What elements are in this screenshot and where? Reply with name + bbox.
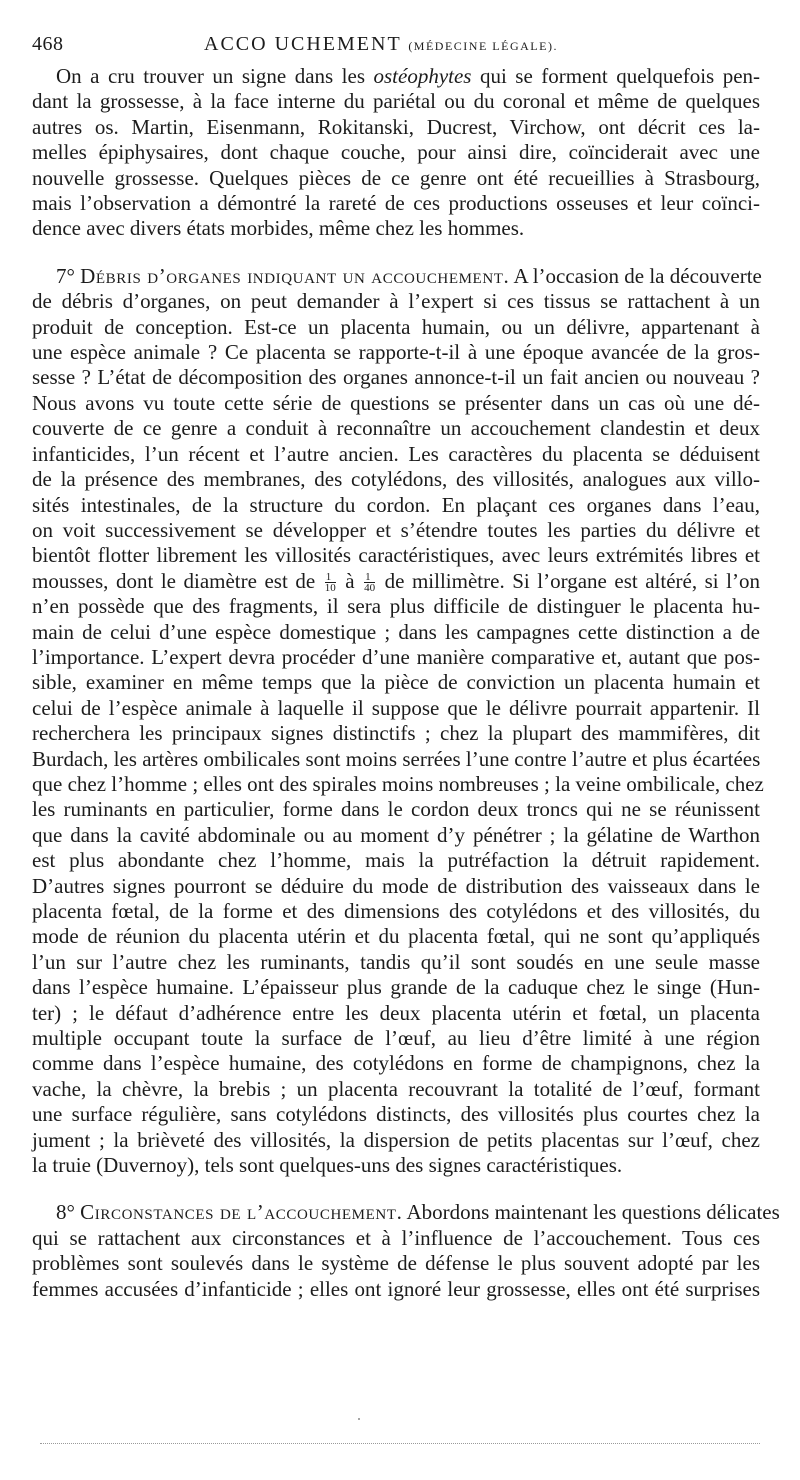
running-title-sub: (MÉDECINE LÉGALE). — [408, 39, 558, 53]
text-line: bientôt flotter librement les villosités caractéristiques, avec leurs extrémités libres et — [32, 543, 760, 568]
text-run: On a cru trouver un signe dans les — [56, 64, 374, 88]
text-line: D’autres signes pourront se déduire du mode de distribution des vaisseaux dans le — [32, 873, 760, 898]
fraction-numerator: 1 — [364, 572, 375, 583]
running-title-main: ACCO UCHEMENT — [204, 33, 402, 55]
text-line: dans l’espèce humaine. L’épaisseur plus grande de la caduque chez le singe (Hun- — [32, 975, 760, 1000]
text-line: une surface régulière, sans cotylédons distincts, des villosités plus courtes chez la — [32, 1102, 760, 1127]
fraction-numerator: 1 — [325, 572, 336, 583]
text-line: qui se rattachent aux circonstances et à l’influence de l’accouchement. Tous ces — [32, 1225, 760, 1250]
text-line: on voit successivement se développer et s’étendre toutes les parties du délivre et — [32, 517, 760, 542]
text-line: ter) ; le défaut d’adhérence entre les deux placenta utérin et fœtal, un placenta — [32, 1000, 760, 1025]
text-line: sesse ? L’état de décomposition des organes annonce-t-il un fait ancien ou nouveau ? — [32, 365, 760, 390]
page-number: 468 — [32, 33, 64, 55]
running-header — [32, 33, 760, 57]
text-run: qui se forment quelquefois pen- — [471, 64, 761, 88]
text-line: la truie (Duvernoy), tels sont quelques-uns des signes caractéristiques. — [32, 1153, 623, 1178]
paragraph-gap — [32, 242, 760, 264]
text-line: couverte de ce genre a conduit à reconnaître un accouchement clandestin et deux — [32, 416, 760, 441]
text-line: celui de l’espèce animale à laquelle il suppose que le délivre pourrait appartenir. Il — [32, 695, 760, 720]
text-run: à — [337, 568, 363, 593]
text-line: l’importance. L’expert devra procéder d’une manière comparative et, autant que pos- — [32, 644, 760, 669]
text-line: produit de conception. Est-ce un placenta humain, ou un délivre, appartenant à — [32, 314, 760, 339]
section-heading: Débris d’organes indiquant un accouchement. — [80, 263, 510, 288]
text-line — [32, 64, 760, 89]
paragraph-circonstances — [32, 1200, 780, 1302]
text-run: A l’occasion de la découverte — [509, 263, 762, 288]
running-title — [204, 33, 558, 56]
section-number: 8° — [56, 1200, 75, 1225]
bottom-dotted-rule — [40, 1443, 760, 1444]
paragraph-osteophytes — [32, 64, 760, 242]
text-line: sités intestinales, de la structure du cordon. En plaçant ces organes dans l’eau, — [32, 492, 760, 517]
text-line: main de celui d’une espèce domestique ; dans les campagnes cette distinction a de — [32, 619, 760, 644]
text-line: de la présence des membranes, des cotylédons, des villosités, analogues aux villo- — [32, 467, 760, 492]
text-line: autres os. Martin, Eisenmann, Rokitanski, Ducrest, Virchow, ont décrit ces la- — [32, 114, 760, 139]
text-line: l’un sur l’autre chez les ruminants, tandis qu’il sont soudés en une seule masse — [32, 949, 760, 974]
text-line: problèmes sont soulevés dans le système de défense le plus souvent adopté par les — [32, 1251, 760, 1276]
text-run: Abordons maintenant les questions délicates — [402, 1200, 780, 1225]
text-line: comme dans l’espèce humaine, des cotylédons en forme de champignons, chez la — [32, 1051, 760, 1076]
emphasis-term: ostéophytes — [373, 64, 472, 88]
text-line: de débris d’organes, on peut demander à l’expert si ces tissus se rattachent à un — [32, 289, 760, 314]
fraction-one-tenth — [325, 572, 336, 593]
text-line: infanticides, l’un récent et l’autre ancien. Les caractères du placenta se déduisent — [32, 441, 760, 466]
text-line: nouvelle grossesse. Quelques pièces de ce genre ont été recueillies à Strasbourg, — [32, 165, 760, 190]
text-line: multiple occupant toute la surface de l’œuf, au lieu d’être limité à une région — [32, 1026, 760, 1051]
text-line: femmes accusées d’infanticide ; elles ont ignoré leur grossesse, elles ont été surprises — [32, 1276, 760, 1301]
text-line: une espèce animale ? Ce placenta se rapporte-t-il à une époque avancée de la gros- — [32, 340, 760, 365]
text-line: vache, la chèvre, la brebis ; un placenta recouvrant la totalité de l’œuf, formant — [32, 1076, 760, 1101]
paragraph-gap — [32, 1178, 760, 1200]
body-text — [32, 64, 780, 1302]
text-line: que dans la cavité abdominale ou au moment d’y pénétrer ; la gélatine de Warthon — [32, 822, 760, 847]
text-line: sible, examiner en même temps que la pièce de conviction un placenta humain et — [32, 670, 760, 695]
text-line: n’en possède que des fragments, il sera plus difficile de distinguer le placenta hu- — [32, 594, 760, 619]
text-line: melles épiphysaires, dont chaque couche, pour ainsi dire, coïnciderait avec une — [32, 140, 760, 165]
fraction-denominator: 40 — [364, 582, 376, 595]
text-line: est plus abondante chez l’homme, mais la putréfaction la détruit rapidement. — [32, 848, 760, 873]
text-line: dence avec divers états morbides, même chez les hommes. — [32, 216, 525, 241]
paragraph-debris-organes — [32, 263, 764, 1179]
text-line — [32, 569, 760, 594]
text-line: dant la grossesse, à la face interne du pariétal ou du coronal et même de quelques — [32, 89, 760, 114]
text-line: Nous avons vu toute cette série de questions se présenter dans un cas où une dé- — [32, 390, 760, 415]
page-speck — [358, 1418, 360, 1420]
text-line: recherchera les principaux signes distinctifs ; chez la plupart des mammifères, dit — [32, 721, 760, 746]
text-line: mode de réunion du placenta utérin et du placenta fœtal, qui ne sont qu’appliqués — [32, 924, 760, 949]
text-run: mousses, dont le diamètre est de — [32, 568, 323, 593]
text-line: Burdach, les artères ombilicales sont moins serrées l’une contre l’autre et plus écartées — [32, 746, 761, 771]
section-number: 7° — [56, 263, 75, 288]
text-line — [32, 1200, 780, 1225]
text-run: de millimètre. Si l’organe est altéré, si l’on — [377, 568, 761, 593]
text-line: les ruminants en particulier, forme dans le cordon deux troncs qui ne se réunissent — [32, 797, 760, 822]
fraction-one-fortieth — [364, 572, 375, 593]
text-line: mais l’observation a démontré la rareté de ces productions osseuses et leur coïnci- — [32, 191, 760, 216]
text-line: placenta fœtal, de la forme et des dimensions des cotylédons et des villosités, du — [32, 899, 760, 923]
text-line: que chez l’homme ; elles ont des spirales moins nombreuses ; la veine ombilicale, chez — [32, 771, 764, 796]
fraction-denominator: 10 — [324, 582, 336, 595]
text-line — [32, 264, 760, 289]
text-line: jument ; la brièveté des villosités, la dispersion de petits placentas sur l’œuf, chez — [32, 1127, 760, 1152]
section-heading: Circonstances de l’accouchement. — [80, 1200, 403, 1225]
